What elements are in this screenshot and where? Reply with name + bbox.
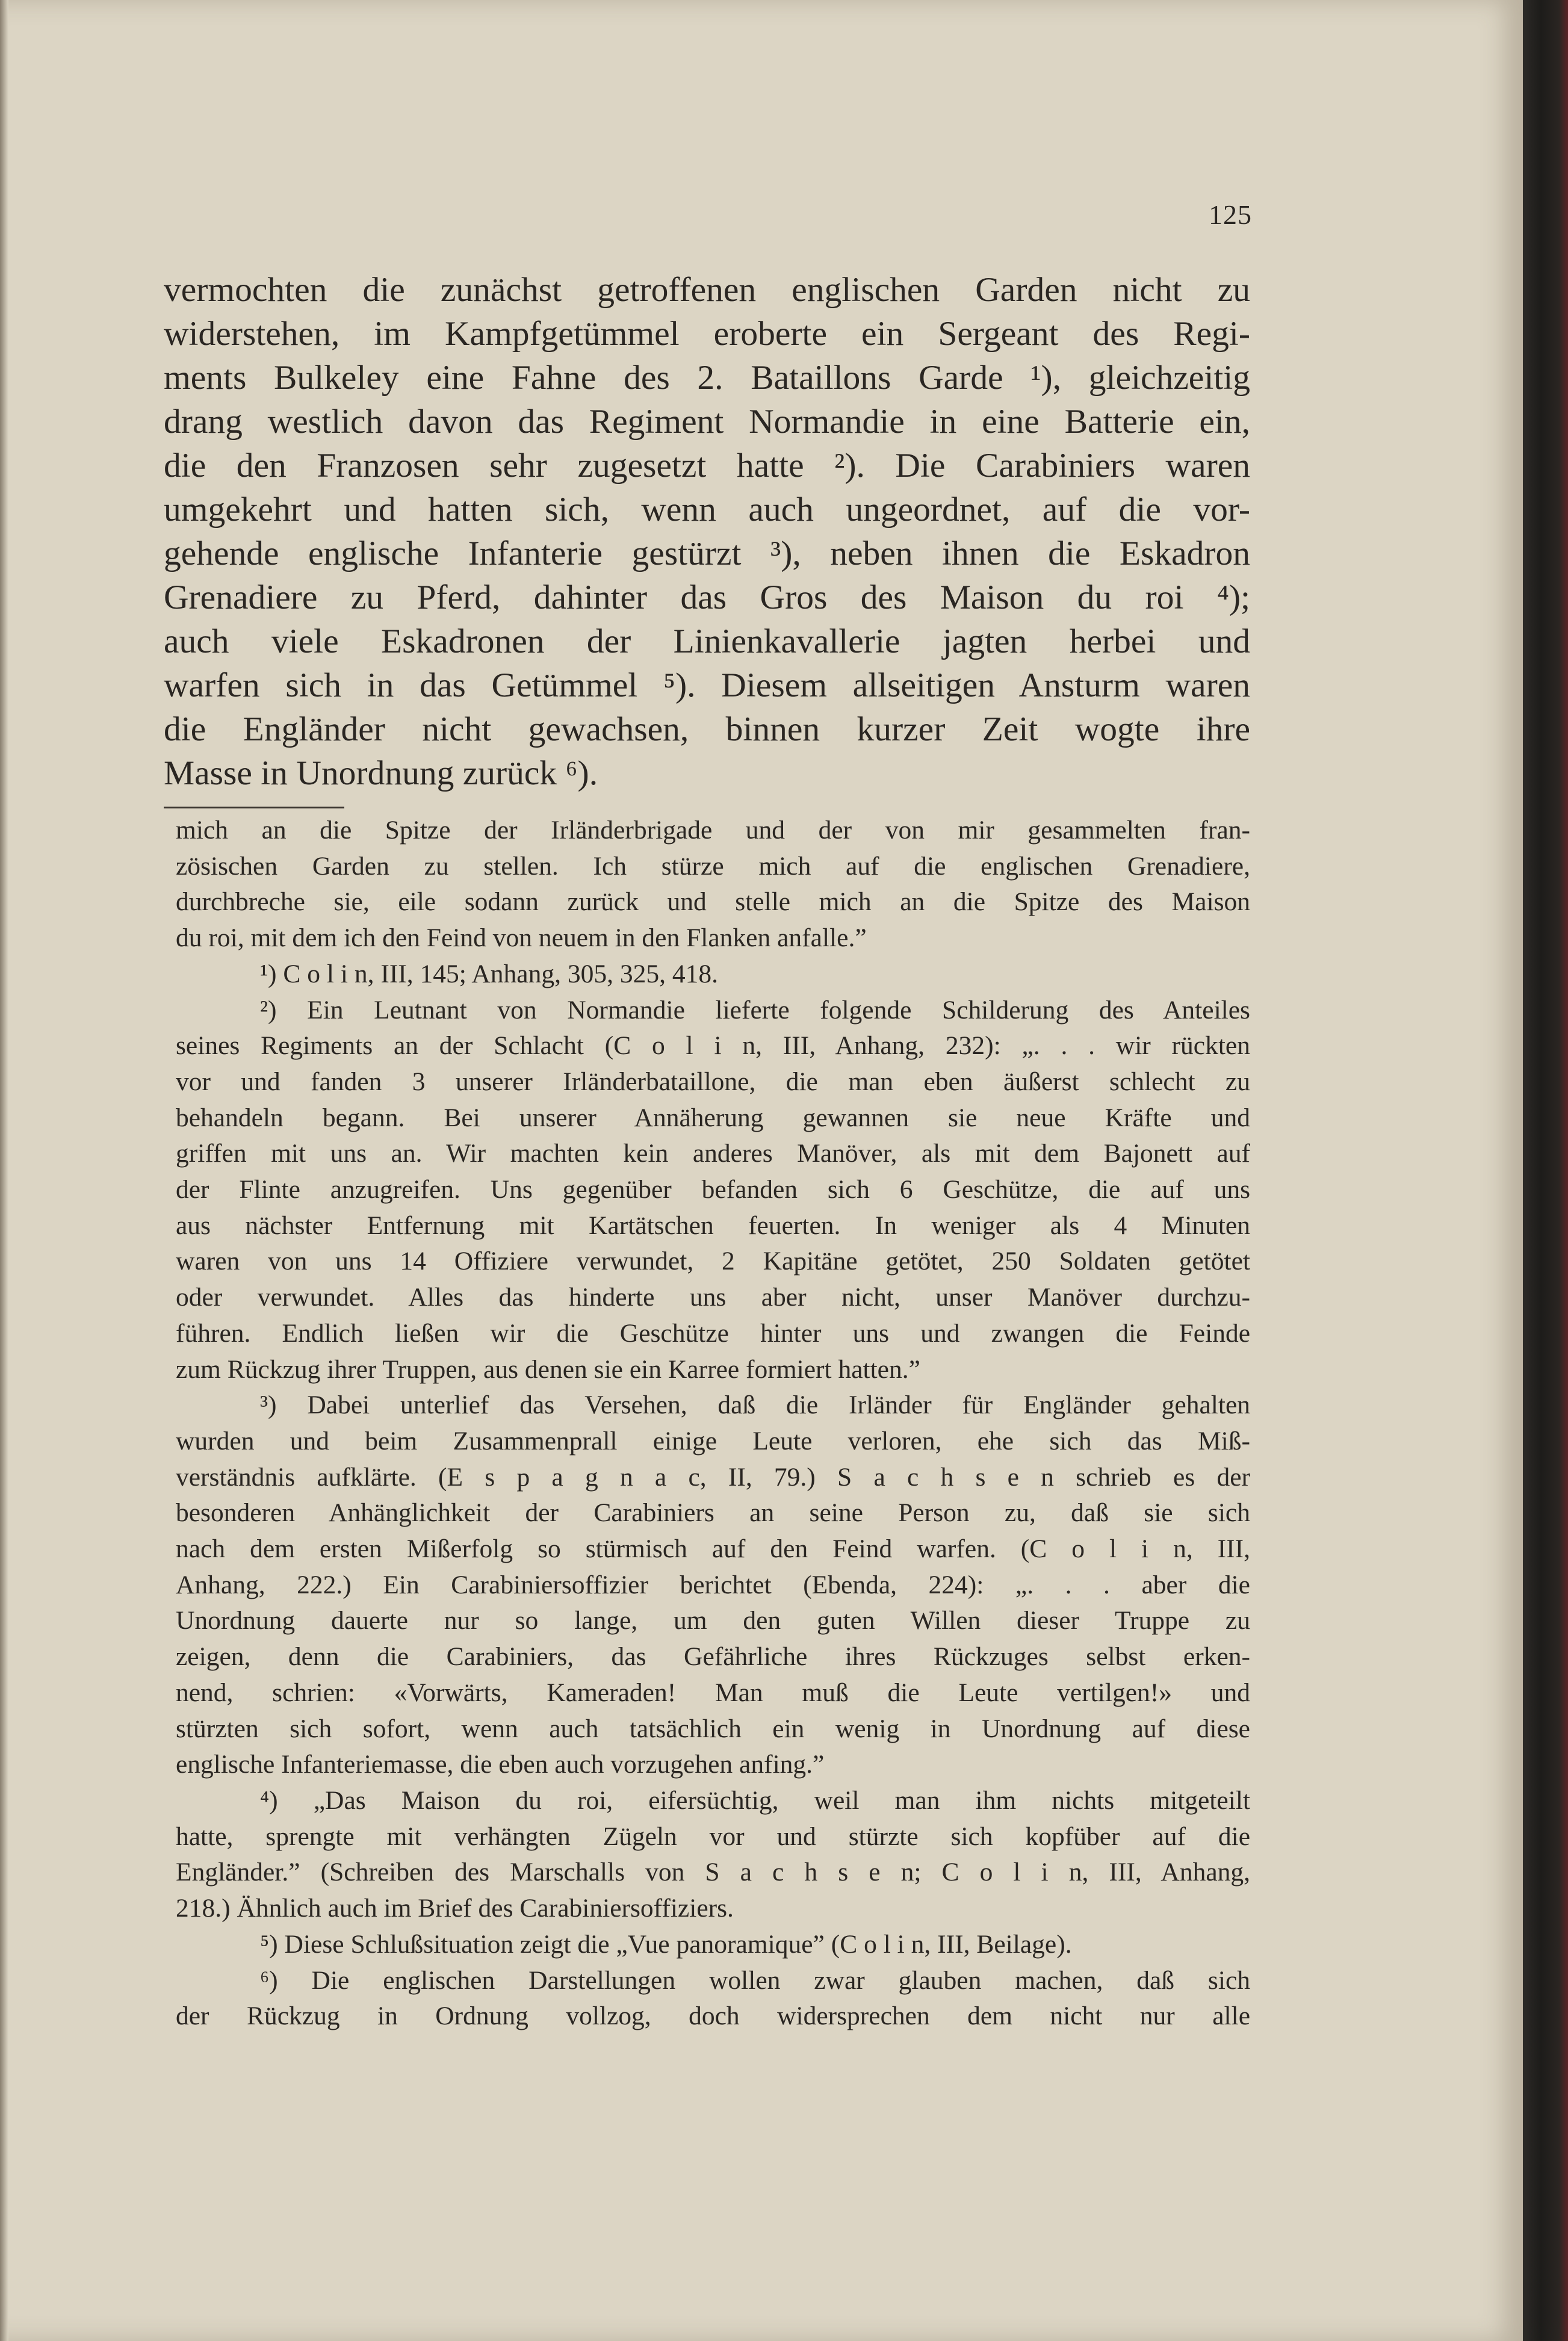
footnote-line: behandeln begann. Bei unserer Annäherung gewannen sie neue Kräfte und — [176, 1103, 1250, 1132]
footnote-line: oder verwundet. Alles das hinderte uns aber nicht, unser Manöver durchzu- — [176, 1283, 1250, 1312]
footnote-line: wurden und beim Zusammenprall einige Leute verloren, ehe sich das Miß- — [176, 1426, 1250, 1456]
main-line: die Engländer nicht gewachsen, binnen kurzer Zeit wogte ihre — [164, 710, 1250, 748]
main-line: gehende englische Infanterie gestürzt ³), neben ihnen die Eskadron — [164, 535, 1250, 572]
footnote-5: ⁵) Diese Schlußsituation zeigt die „Vue panoramique” (C o l i n, III, Beilage). — [260, 1929, 1072, 1959]
footnote-separator — [164, 807, 344, 808]
footnote-line: der Rückzug in Ordnung vollzog, doch widersprechen dem nicht nur alle — [176, 2001, 1250, 2031]
main-line: drang westlich davon das Regiment Normandie in eine Batterie ein, — [164, 403, 1250, 441]
main-line: Masse in Unordnung zurück ⁶). — [164, 754, 598, 792]
main-line: die den Franzosen sehr zugesetzt hatte ²). Die Carabiniers waren — [164, 447, 1250, 485]
footnote-line: 218.) Ähnlich auch im Brief des Carabiniersoffiziers. — [176, 1894, 734, 1923]
main-line: widerstehen, im Kampfgetümmel eroberte ein Sergeant des Regi- — [164, 315, 1250, 353]
main-line: umgekehrt und hatten sich, wenn auch ungeordnet, auf die vor- — [164, 491, 1250, 529]
main-line: ments Bulkeley eine Fahne des 2. Bataillons Garde ¹), gleichzeitig — [164, 359, 1250, 397]
footnote-line: englische Infanteriemasse, die eben auch vorzugehen anfing.” — [176, 1750, 825, 1779]
footnote-2: ²) Ein Leutnant von Normandie lieferte folgende Schilderung des Anteiles — [260, 995, 1250, 1025]
footnote-line: verständnis aufklärte. (E s p a g n a c, II, 79.) S a c h s e n schrieb es der — [176, 1462, 1250, 1492]
footnote-line: hatte, sprengte mit verhängten Zügeln vor und stürzte sich kopfüber auf die — [176, 1822, 1250, 1851]
footnotes — [176, 813, 1250, 2035]
footnote-line: Unordnung dauerte nur so lange, um den guten Willen dieser Truppe zu — [176, 1606, 1250, 1636]
main-line: warfen sich in das Getümmel ⁵). Diesem allseitigen Ansturm waren — [164, 666, 1250, 704]
footnote-line: führen. Endlich ließen wir die Geschütze hinter uns und zwangen die Feinde — [176, 1318, 1250, 1348]
footnote-line: stürzten sich sofort, wenn auch tatsächlich ein wenig in Unordnung auf diese — [176, 1714, 1250, 1743]
main-paragraph — [164, 268, 1250, 795]
footnote-line: aus nächster Entfernung mit Kartätschen feuerten. In weniger als 4 Minuten — [176, 1211, 1250, 1240]
footnote-line: mich an die Spitze der Irländerbrigade und der von mir gesammelten fran- — [176, 816, 1250, 845]
book-binding-edge — [1523, 0, 1568, 2341]
footnote-line: nend, schrien: «Vorwärts, Kameraden! Man muß die Leute vertilgen!» und — [176, 1678, 1250, 1707]
footnote-6: ⁶) Die englischen Darstellungen wollen zwar glauben machen, daß sich — [260, 1965, 1250, 1995]
footnote-line: griffen mit uns an. Wir machten kein anderes Manöver, als mit dem Bajonett auf — [176, 1139, 1250, 1168]
footnote-line: zösischen Garden zu stellen. Ich stürze mich auf die englischen Grenadiere, — [176, 851, 1250, 881]
footnote-3: ³) Dabei unterlief das Versehen, daß die Irländer für Engländer gehalten — [260, 1391, 1250, 1420]
footnote-line: nach dem ersten Mißerfolg so stürmisch auf den Feind warfen. (C o l i n, III, — [176, 1534, 1250, 1564]
main-line: auch viele Eskadronen der Linienkavallerie jagten herbei und — [164, 622, 1250, 660]
footnote-line: Engländer.” (Schreiben des Marschalls von S a c h s e n; C o l i n, III, Anhang, — [176, 1858, 1250, 1887]
footnote-line: Anhang, 222.) Ein Carabiniersoffizier berichtet (Ebenda, 224): „. . . aber die — [176, 1570, 1250, 1599]
footnote-line: durchbreche sie, eile sodann zurück und stelle mich an die Spitze des Maison — [176, 887, 1250, 917]
footnote-line: der Flinte anzugreifen. Uns gegenüber befanden sich 6 Geschütze, die auf uns — [176, 1175, 1250, 1205]
footnote-line: besonderen Anhänglichkeit der Carabiniers an seine Person zu, daß sie sich — [176, 1498, 1250, 1528]
page-number: 125 — [1209, 199, 1252, 230]
footnote-4: ⁴) „Das Maison du roi, eifersüchtig, weil man ihm nichts mitgeteilt — [260, 1785, 1250, 1815]
footnote-line: seines Regiments an der Schlacht (C o l i n, III, Anhang, 232): „. . . wir rückten — [176, 1031, 1250, 1061]
main-line: Grenadiere zu Pferd, dahinter das Gros des Maison du roi ⁴); — [164, 578, 1250, 616]
footnote-1: ¹) C o l i n, III, 145; Anhang, 305, 325, 418. — [260, 959, 718, 988]
footnote-line: waren von uns 14 Offiziere verwundet, 2 Kapitäne getötet, 250 Soldaten getötet — [176, 1247, 1250, 1276]
footnote-line: du roi, mit dem ich den Feind von neuem in den Flanken anfalle.” — [176, 923, 867, 953]
main-line: vermochten die zunächst getroffenen englischen Garden nicht zu — [164, 271, 1250, 309]
footnote-line: zum Rückzug ihrer Truppen, aus denen sie ein Karree formiert hatten.” — [176, 1354, 920, 1384]
footnote-line: zeigen, denn die Carabiniers, das Gefährliche ihres Rückzuges selbst erken- — [176, 1642, 1250, 1672]
footnote-line: vor und fanden 3 unserer Irländerbataillone, die man eben äußerst schlecht zu — [176, 1067, 1250, 1096]
page-gutter-shadow — [0, 0, 8, 2341]
